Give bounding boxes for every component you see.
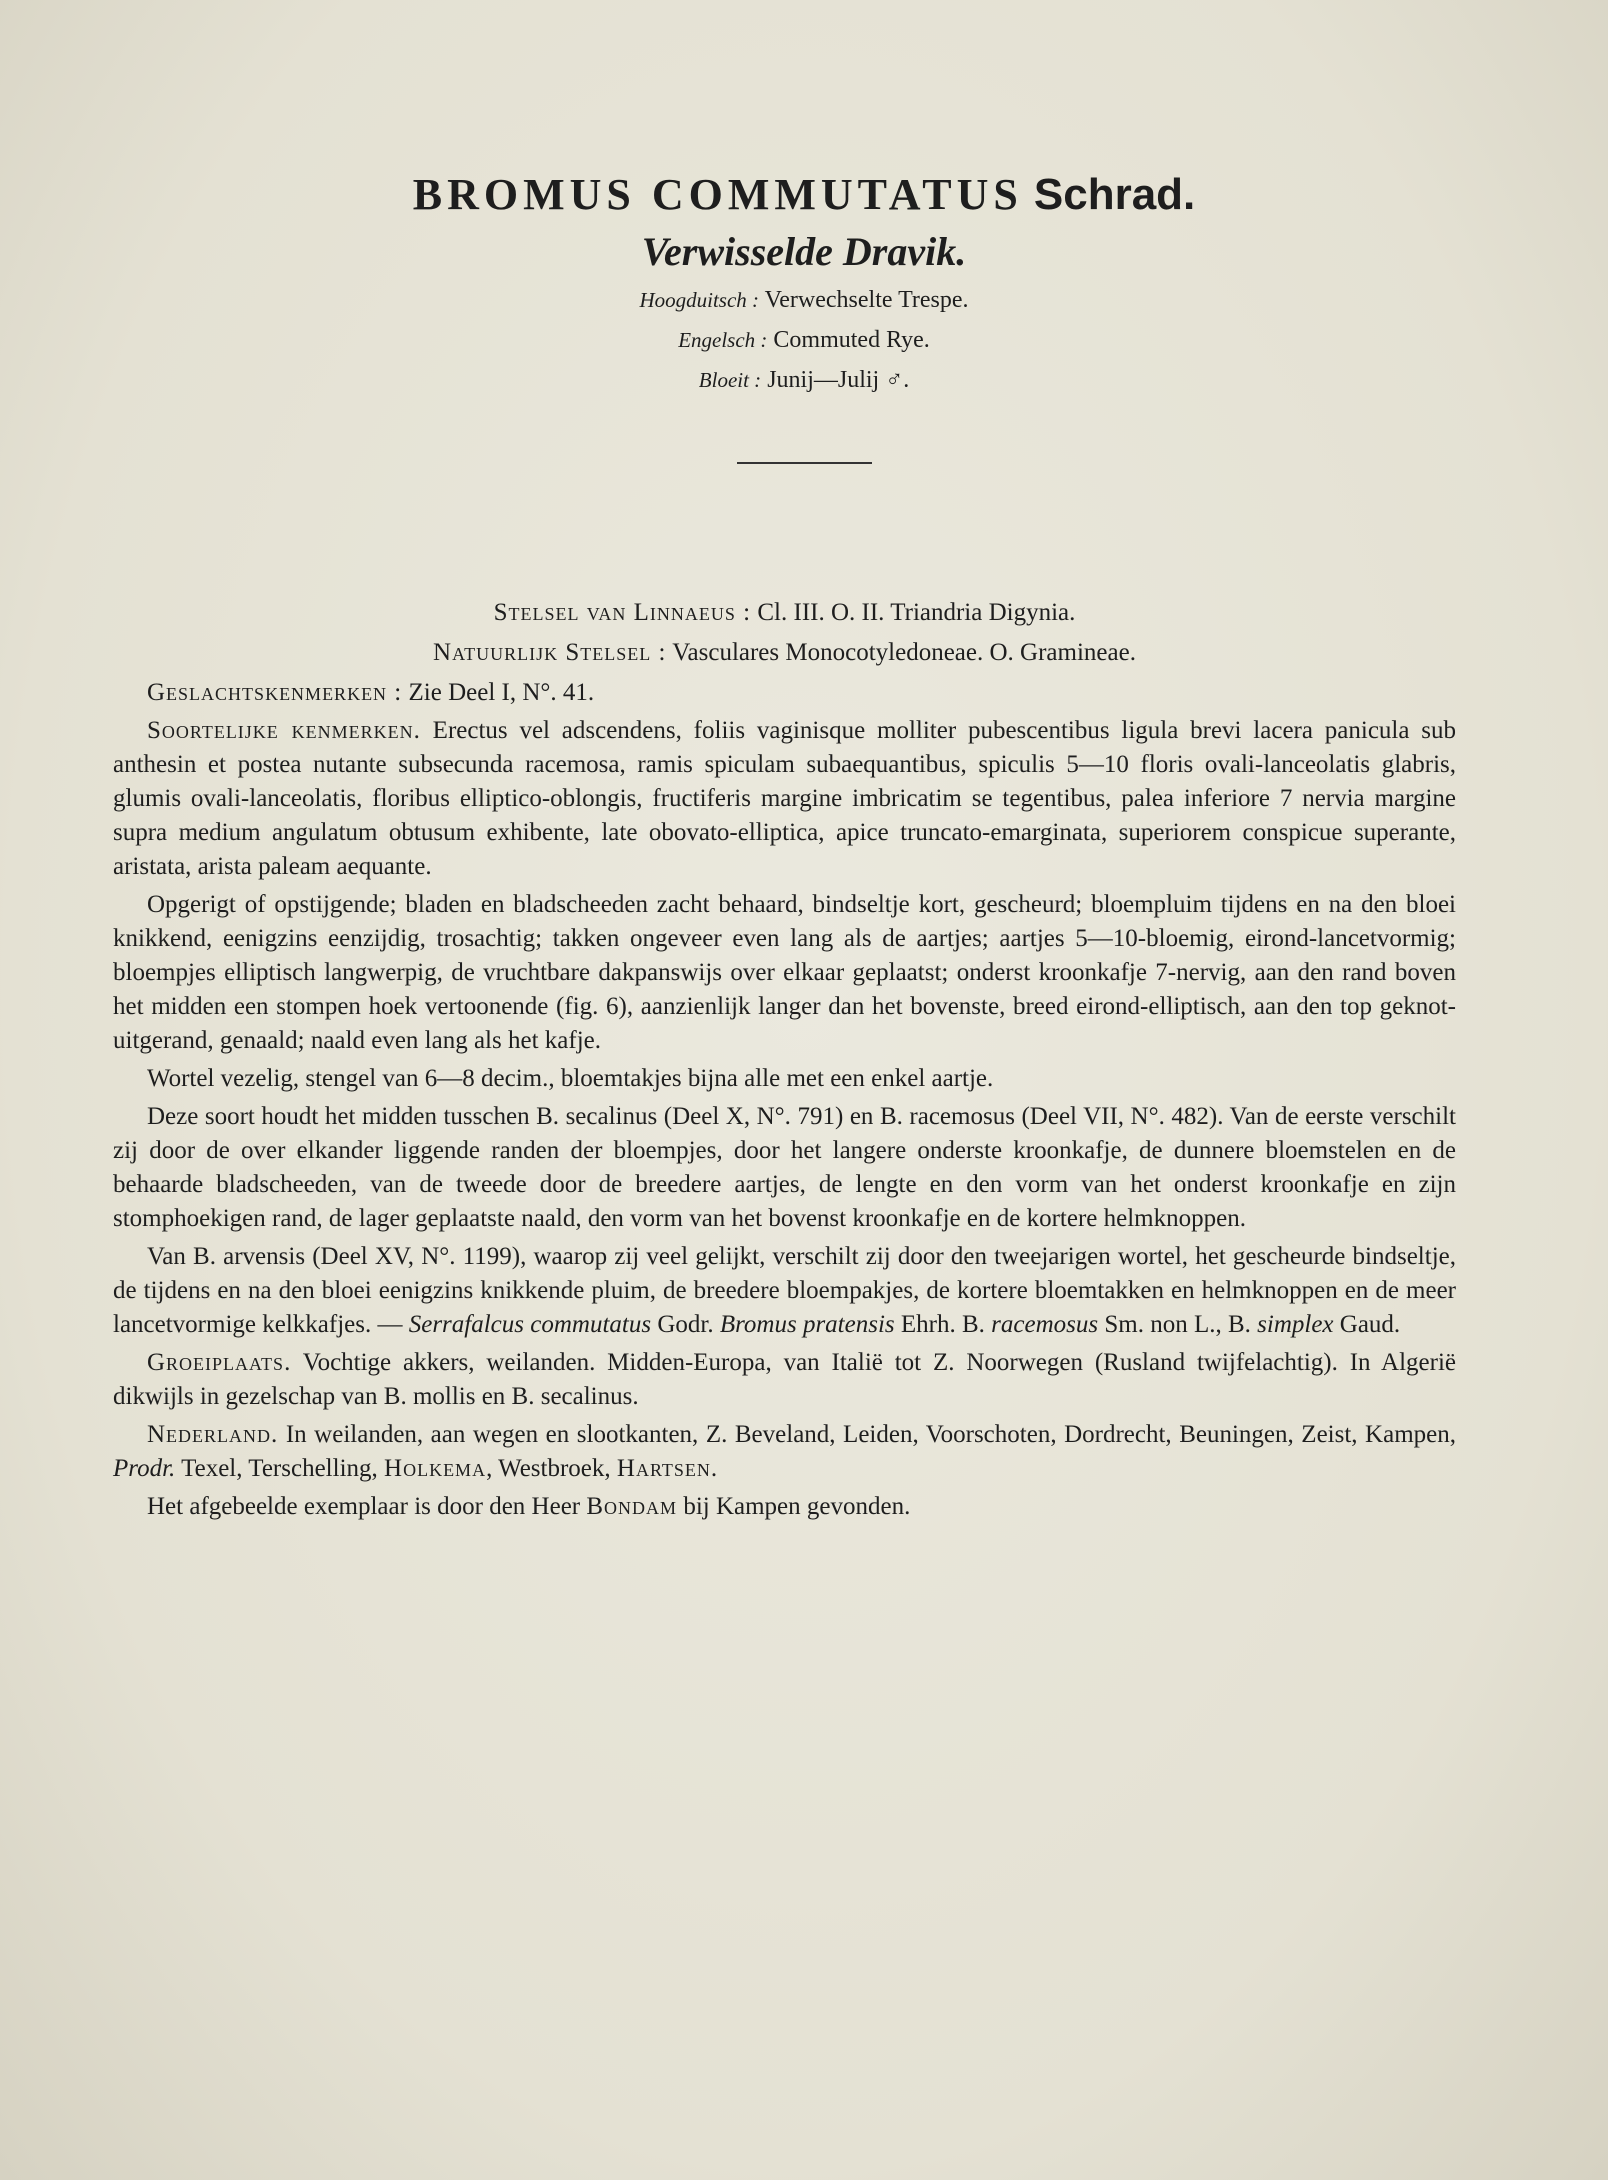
habitat-text: Vochtige akkers, weilanden. Midden-Europa, van Italië tot Z. Noorwegen (Rusland twijfelachtig). In Algerië dikwijls in gezelschap van B. mollis en B. secalinus. xyxy=(113,1349,1456,1410)
natural-system xyxy=(113,636,1456,670)
netherlands-text-1: In weilanden, aan wegen en slootkanten, Z. Beveland, Leiden, Voorschoten, Dordrecht, Beuningen, Zeist, Kampen, xyxy=(285,1421,1456,1448)
genus-value: Zie Deel I, N°. 41. xyxy=(408,679,595,706)
comparison-paragraph: Deze soort houdt het midden tusschen B. secalinus (Deel X, N°. 791) en B. racemosus (Deel VII, N°. 482). Van de eerste verschilt zij door de over elkander liggende randen der bloempjes, door het langere onderste kroonkafje, de dunnere bloemstelen en de behaarde bladscheeden, van de tweede door de breedere aartjes, de lengte en den vorm van het onderst kroonkafje en zijn stomphoekigen rand, de lager geplaatste naald, den vorm van het bovenst kroonkafje en de kortere helmknoppen. xyxy=(113,1103,1456,1232)
divider-rule xyxy=(737,462,872,464)
genus-characters xyxy=(113,676,1456,710)
german-label: Hoogduitsch : xyxy=(639,288,760,312)
netherlands-paragraph xyxy=(113,1418,1456,1486)
synonym-simplex: simplex xyxy=(1257,1311,1334,1338)
specimen-text-2: bij Kampen gevonden. xyxy=(683,1493,911,1520)
natural-label: Natuurlijk Stelsel : xyxy=(433,639,667,666)
synonym-simplex-author: Gaud. xyxy=(1339,1311,1401,1338)
header xyxy=(0,160,1608,464)
netherlands-label: Nederland. xyxy=(147,1421,279,1448)
arvensis-text: Van B. arvensis (Deel XV, N°. 1199), waarop zij veel gelijkt, verschilt zij door den tweejarigen wortel, het gescheurde bindseltje, de tijdens en na den bloei eenigzins knikkende pluim, de breedere bloempakjes, de kortere bloemtakken en helmknoppen en de meer lancetvormige kelkkafjes. — xyxy=(113,1243,1456,1338)
prodr-abbrev: Prodr. xyxy=(113,1455,176,1482)
bloom-label: Bloeit : xyxy=(698,368,762,392)
german-name-line xyxy=(0,280,1608,320)
title-author: Schrad. xyxy=(1033,170,1196,219)
english-name: Commuted Rye. xyxy=(773,327,930,353)
collector-bondam: Bondam xyxy=(586,1493,678,1520)
synonym-pratensis-author: Ehrh. B. xyxy=(900,1311,985,1338)
habitat-label: Groeiplaats. xyxy=(147,1349,292,1376)
english-label: Engelsch : xyxy=(678,328,768,352)
netherlands-text-2: Texel, Terschelling, xyxy=(181,1455,378,1482)
dutch-name: Verwisselde Dravik. xyxy=(641,229,967,274)
netherlands-text-4: . xyxy=(710,1455,718,1482)
genus-label: Geslachtskenmerken : xyxy=(147,679,403,706)
title-species-name: BROMUS COMMUTATUS xyxy=(412,170,1023,219)
netherlands-text-3: , Westbroek, xyxy=(486,1455,611,1482)
species-characters-dutch: Opgerigt of opstijgende; bladen en bladscheeden zacht behaard, bindseltje kort, gescheurd; bloempluim tijdens en na den bloei knikkend, eenigzins eenzijdig, trosachtig; takken ongeveer even lang als de aartjes; aartjes 5—10-bloemig, eirond-lancetvormig; bloempjes elliptisch langwerpig, de vruchtbare dakpanswijs over elkaar geplaatst; onderst kroonkafje 7-nervig, aan den rand boven het midden een stompen hoek vertoonende (fig. 6), aanzienlijk langer dan het bovenste, breed eirond-elliptisch, aan den top geknot-uitgerand, genaald; naald even lang als het kafje. xyxy=(113,891,1456,1054)
english-name-line xyxy=(0,320,1608,360)
species-characters-latin xyxy=(113,714,1456,884)
habitat-paragraph xyxy=(113,1346,1456,1414)
linnaeus-system xyxy=(113,596,1456,630)
natural-value: Vasculares Monocotyledoneae. O. Gramineae. xyxy=(672,639,1136,666)
linnaeus-label: Stelsel van Linnaeus : xyxy=(493,599,752,626)
collector-hartsen: Hartsen xyxy=(616,1455,711,1482)
linnaeus-value: Cl. III. O. II. Triandria Digynia. xyxy=(757,599,1076,626)
synonym-serrafalcus-author: Godr. xyxy=(657,1311,714,1338)
bloom-line xyxy=(0,360,1608,400)
synonym-bromus-pratensis: Bromus pratensis xyxy=(719,1311,895,1338)
arvensis-paragraph xyxy=(113,1240,1456,1342)
collector-holkema: Holkema xyxy=(384,1455,487,1482)
species-label: Soortelijke kenmerken. xyxy=(147,717,421,744)
german-name: Verwechselte Trespe. xyxy=(764,287,969,313)
root-description: Wortel vezelig, stengel van 6—8 decim., bloemtakjes bijna alle met een enkel aartje. xyxy=(147,1065,994,1092)
specimen-text-1: Het afgebeelde exemplaar is door den Heer xyxy=(147,1493,581,1520)
synonym-serrafalcus: Serrafalcus commutatus xyxy=(408,1311,652,1338)
species-title xyxy=(0,160,1608,230)
bloom-period: Junij—Julij ♂. xyxy=(767,367,910,393)
synonym-racemosus-author: Sm. non L., B. xyxy=(1104,1311,1251,1338)
specimen-paragraph xyxy=(113,1490,1456,1524)
body-text xyxy=(113,596,1456,1528)
species-latin-text: Erectus vel adscendens, foliis vaginisque molliter pubescentibus ligula brevi lacera panicula sub anthesin et postea nutante subsecunda racemosa, ramis spiculam subaequantibus, spiculis 5—10 floris ovali-lanceolatis glabris, glumis ovali-lanceolatis, floribus elliptico-oblongis, fructiferis margine imbricatim se tegentibus, palea inferiore 7 nervia margine supra medium angulatum obtusum exhibente, late obovato-elliptica, apice truncato-emarginata, superiorem conspicue superante, aristata, arista paleam aequante. xyxy=(113,717,1456,880)
synonym-racemosus: racemosus xyxy=(991,1311,1099,1338)
